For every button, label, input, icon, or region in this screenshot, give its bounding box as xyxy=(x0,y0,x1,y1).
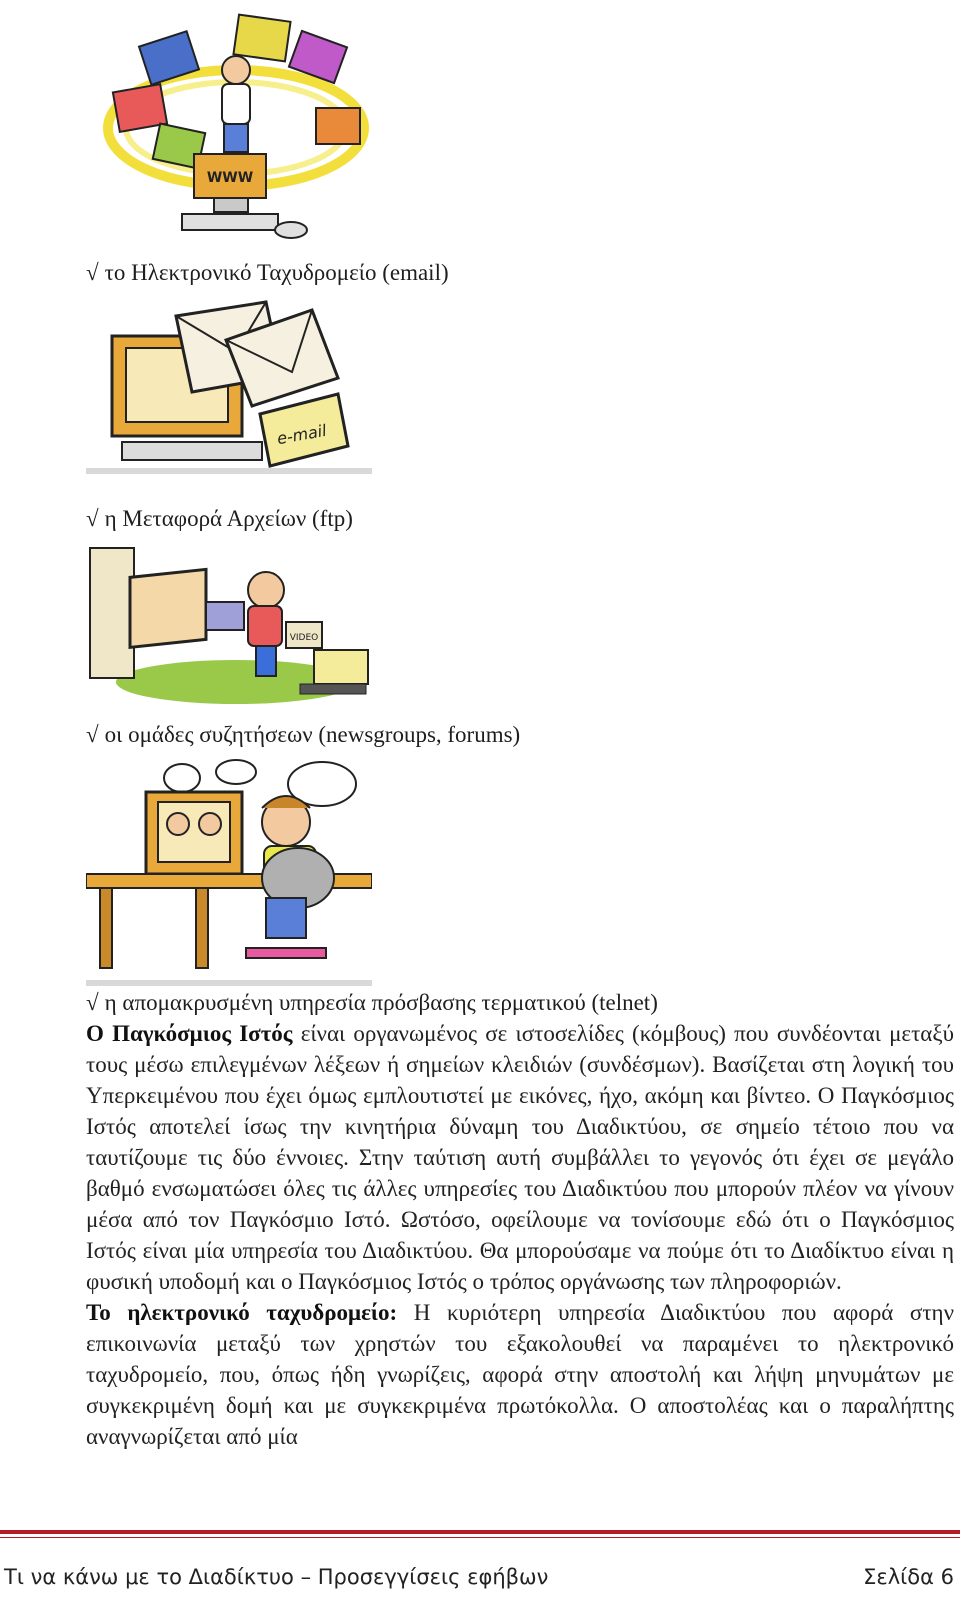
check-icon: √ xyxy=(86,722,99,747)
term-www: Ο Παγκόσμιος Ιστός xyxy=(86,1021,293,1046)
footer-rule-thin xyxy=(0,1537,960,1538)
check-icon: √ xyxy=(86,260,99,285)
bullet-telnet xyxy=(86,988,658,1018)
bullet-email xyxy=(86,258,449,288)
www-sign-label: WWW xyxy=(206,170,254,186)
email-illustration xyxy=(86,296,372,496)
bullet-email-text: το Ηλεκτρονικό Ταχυδρομείο (email) xyxy=(104,260,449,285)
bullet-newsgroups-text: οι ομάδες συζητήσεων (newsgroups, forums) xyxy=(104,722,521,747)
footer-title: Τι να κάνω με το Διαδίκτυο – Προσεγγίσεις εφήβων xyxy=(4,1565,549,1589)
bullet-ftp xyxy=(86,504,353,534)
email-tag-label: e-mail xyxy=(275,420,328,449)
forums-illustration xyxy=(86,758,372,988)
www-illustration xyxy=(86,8,372,250)
paragraph-www-text: είναι οργανωμένος σε ιστοσελίδες (κόμβους) που συνδέονται μεταξύ τους μέσω επιλεγμένων λέξεων ή σημείων κλειδιών (συνδέσμων). Βασίζεται στη λογική του Υπερκειμένου που έχει όμως εμπλουτιστεί με εικόνες, ήχο, ακόμη και βίντεο. Ο Παγκόσμιος Ιστός αποτελεί ίσως την κινητήρια δύναμη του Διαδικτύου, σε σημείο τέτοιο που να ταυτίζουμε τις δύο έννοιες. Στην ταύτιση αυτή συμβάλλει το γεγονός ότι έχει σε μεγάλο βαθμό ενσωματώσει όλες τις άλλες υπηρεσίες του Διαδικτύου που μπορούν πλέον να γίνουν μέσα από τον Παγκόσμιο Ιστό. Ωστόσο, οφείλουμε να τονίσουμε εδώ ότι ο Παγκόσμιος Ιστός είναι μία υπηρεσία του Διαδικτύου. Θα μπορούσαμε να πούμε ότι το Διαδίκτυο είναι η φυσική υποδομή και ο Παγκόσμιος Ιστός ο τρόπος οργάνωσης των πληροφοριών. xyxy=(86,1021,955,1294)
term-email: Το ηλεκτρονικό ταχυδρομείο: xyxy=(86,1300,398,1325)
video-label: VIDEO xyxy=(289,633,319,643)
check-icon: √ xyxy=(86,990,99,1015)
bullet-newsgroups xyxy=(86,720,520,750)
check-icon: √ xyxy=(86,506,99,531)
ftp-illustration xyxy=(86,542,372,710)
paragraph-email-text: Η κυριότερη υπηρεσία Διαδικτύου που αφορά στην επικοινωνία μεταξύ των χρηστών του εξακολουθεί να παραμένει το ηλεκτρονικό ταχυδρομείο, που, όπως ήδη γνωρίζεις, αφορά στην αποστολή και λήψη μηνυμάτων με συγκεκριμένη δομή και με συγκεκριμένα πρωτόκολλα. Ο αποστολέας και ο παραλήπτης αναγνωρίζεται από μία xyxy=(86,1300,954,1449)
page-footer xyxy=(0,1560,960,1594)
body-text xyxy=(86,1018,954,1452)
page-number: Σελίδα 6 xyxy=(863,1565,954,1589)
footer-rule-thick xyxy=(0,1530,960,1534)
paragraph-email xyxy=(86,1297,954,1452)
bullet-ftp-text: η Μεταφορά Αρχείων (ftp) xyxy=(104,506,353,531)
bullet-telnet-text: η απομακρυσμένη υπηρεσία πρόσβασης τερματικού (telnet) xyxy=(104,990,658,1015)
paragraph-www xyxy=(86,1018,954,1297)
